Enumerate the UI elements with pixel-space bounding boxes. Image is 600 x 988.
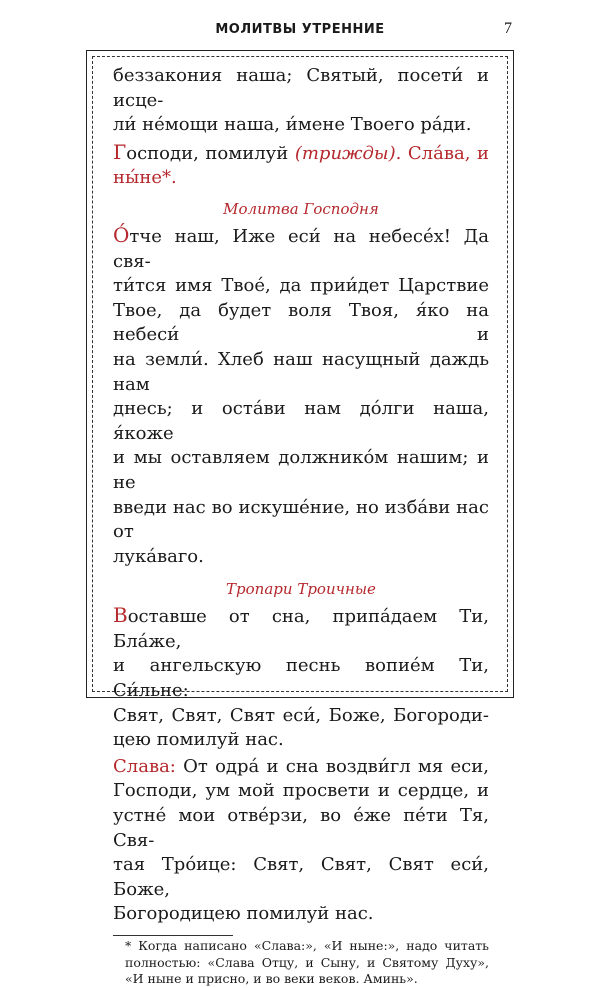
- footnote-line: полностью: «Слава Отцу, и Сыну, и Святому Духу»,: [125, 954, 489, 970]
- heading-troparia: Тропари Троичные: [226, 580, 376, 599]
- rubric-initial: О́: [113, 222, 130, 247]
- text-line: [113, 223, 489, 274]
- rubric-initial: Г: [113, 139, 127, 164]
- text-run: тче наш, Иже еси́ на небесе́х! Да свя-: [113, 225, 489, 272]
- text-line: [113, 755, 489, 780]
- text-run: От одра́ и сна воздви́гл мя еси,: [175, 755, 489, 777]
- page-number: 7: [504, 20, 512, 37]
- rubric-slava-label: Слава:: [113, 755, 176, 777]
- text-line: устне́ мои отве́рзи, во е́же пе́ти Тя, Свя-: [113, 805, 489, 851]
- rubric-initial: В: [113, 603, 128, 628]
- text-run: осподи, помилуй: [126, 142, 295, 164]
- text-line: Богородицею помилуй нас.: [113, 903, 374, 925]
- text-line: Твое, да будет воля Твоя, я́ко на небеси́ и: [113, 299, 489, 346]
- prayer-text: [113, 64, 489, 988]
- text-line: лука́ваго.: [113, 545, 204, 567]
- paragraph-troparion-2: [113, 755, 489, 927]
- text-line: введи нас во искуше́ние, но изба́ви нас от: [113, 496, 489, 543]
- text-line: и ангельскую песнь вопие́м Ти, Си́льне:: [113, 655, 489, 702]
- heading-lords-prayer: Молитва Господня: [223, 199, 379, 218]
- paragraph-kyrie: [113, 140, 489, 191]
- footnote: [113, 938, 489, 988]
- text-line: Господи, ум мой просвети и сердце, и: [113, 780, 489, 802]
- text-line: беззакония наша; Святый, посети́ и исце-: [113, 65, 489, 111]
- text-line: ли́ не́мощи наша, и́мене Твоего ра́ди.: [113, 114, 472, 136]
- text-line: [113, 603, 489, 654]
- text-line: и мы оставляем должнико́м нашим; и не: [113, 447, 489, 493]
- paragraph-1: [113, 64, 489, 138]
- text-line: Свят, Свят, Свят еси́, Боже, Богороди-: [113, 704, 489, 726]
- text-line: тая Тро́ице: Свят, Свят, Свят еси́, Боже,: [113, 854, 489, 900]
- rubric-slava: Сла́ва, и ны́не*.: [113, 142, 489, 189]
- text-line: на земли́. Хлеб наш насущный даждь нам: [113, 348, 489, 395]
- paragraph-lords-prayer: [113, 223, 489, 569]
- paragraph-troparion-1: [113, 603, 489, 753]
- rubric-trizhdy: (трижды).: [294, 142, 402, 164]
- footnote-line: «И ныне и присно, и во веки веков. Аминь».: [125, 971, 418, 986]
- footnote-line: * Когда написано «Слава:», «И ныне:», надо читать: [125, 938, 489, 953]
- page-running-title: МОЛИТВЫ УТРЕННИЕ: [215, 22, 385, 37]
- footnote-rule: [113, 935, 233, 936]
- text-line: ти́тся имя Твое́, да прии́дет Царствие: [113, 275, 489, 297]
- text-run: оставше от сна, припа́даем Ти, Бла́же,: [113, 606, 489, 652]
- text-line: цею помилуй нас.: [113, 729, 284, 751]
- text-line: днесь; и оста́ви нам до́лги наша, я́коже: [113, 398, 489, 444]
